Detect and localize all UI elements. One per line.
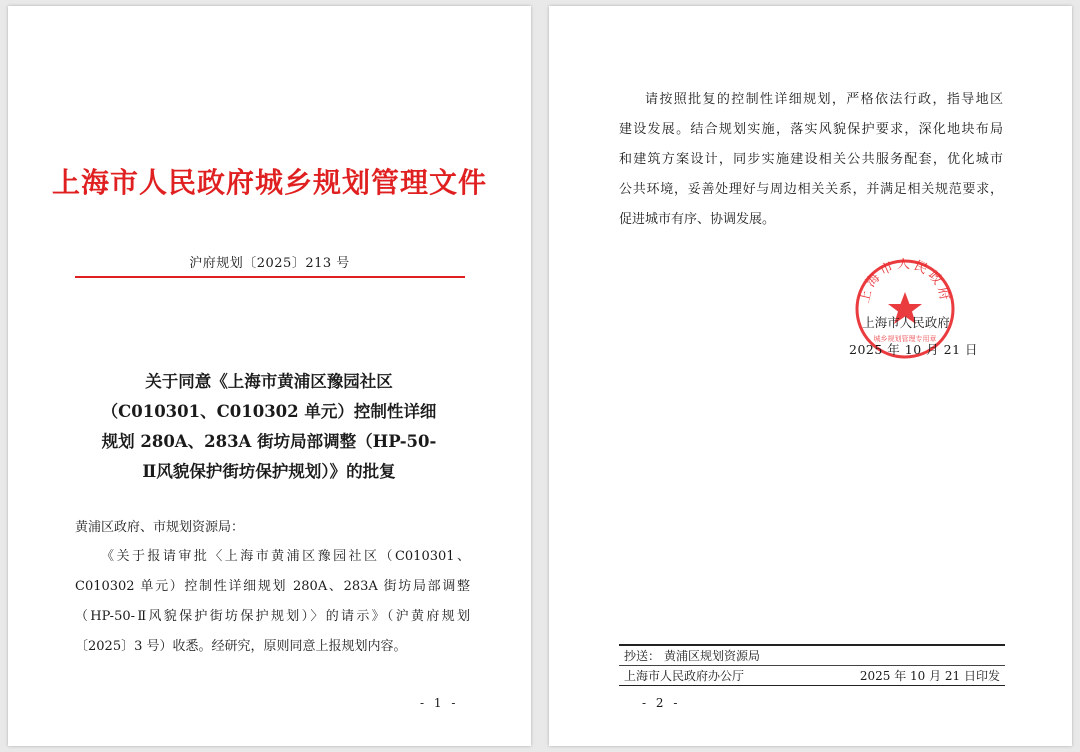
- page-number: - 1 -: [420, 696, 459, 710]
- cc-recipients: 黄浦区规划资源局: [664, 648, 761, 663]
- body-line: 和建筑方案设计，同步实施建设相关公共服务配套，优化城市: [619, 152, 1003, 167]
- signing-date: 2025 年 10 月 21 日: [849, 342, 978, 357]
- title-line: Ⅱ风貌保护街坊保护规划）》的批复: [142, 462, 396, 481]
- body-line: 建设发展。结合规划实施，落实风貌保护要求，深化地块布局: [619, 122, 1003, 137]
- document-number: 沪府规划〔2025〕213 号: [189, 256, 350, 271]
- print-date: 2025 年 10 月 21 日印发: [859, 668, 1000, 683]
- red-divider: [75, 276, 465, 278]
- body-paragraph: [619, 85, 1003, 235]
- issuer: 上海市人民政府办公厅: [624, 668, 745, 683]
- body-line: 请按照批复的控制性详细规划，严格依法行政，指导地区: [645, 92, 1003, 107]
- rule: [619, 685, 1005, 687]
- document-page-2: [549, 6, 1072, 746]
- body-line: 《关于报请审批〈上海市黄浦区豫园社区（C010301、: [101, 549, 470, 564]
- title-line: 规划 280A、283A 街坊局部调整（HP-50-: [101, 432, 437, 451]
- page-number: - 2 -: [642, 696, 681, 710]
- signer-name: 上海市人民政府: [862, 315, 950, 330]
- body-line: 〔2025〕3 号）收悉。经研究，原则同意上报规划内容。: [75, 639, 407, 654]
- title-line: 关于同意《上海市黄浦区豫园社区: [145, 372, 393, 391]
- seal-top-text: 上海市人民政府: [857, 258, 953, 305]
- document-page-1: [8, 6, 531, 746]
- body-line: （HP-50-Ⅱ风貌保护街坊保护规划）〉的请示》（沪黄府规划: [75, 609, 470, 624]
- addressee: 黄浦区政府、市规划资源局：: [75, 520, 245, 535]
- cc-row: [619, 646, 1005, 665]
- distribution-block: [619, 644, 1005, 686]
- document-header: 上海市人民政府城乡规划管理文件: [51, 166, 487, 199]
- cc-label: 抄送：: [624, 648, 661, 663]
- document-title: [68, 367, 470, 487]
- body-line: 促进城市有序、协调发展。: [619, 212, 776, 227]
- body-line: C010302 单元）控制性详细规划 280A、283A 街坊局部调整: [75, 579, 470, 594]
- issuer-row: [619, 666, 1005, 685]
- body-line: 公共环境，妥善处理好与周边相关关系，并满足相关规范要求，: [619, 182, 1003, 197]
- body-paragraph: [75, 542, 470, 662]
- seal-bottom-text: 城乡规划管理专用章: [873, 335, 937, 343]
- title-line: （C010301、C010302 单元）控制性详细: [101, 402, 437, 421]
